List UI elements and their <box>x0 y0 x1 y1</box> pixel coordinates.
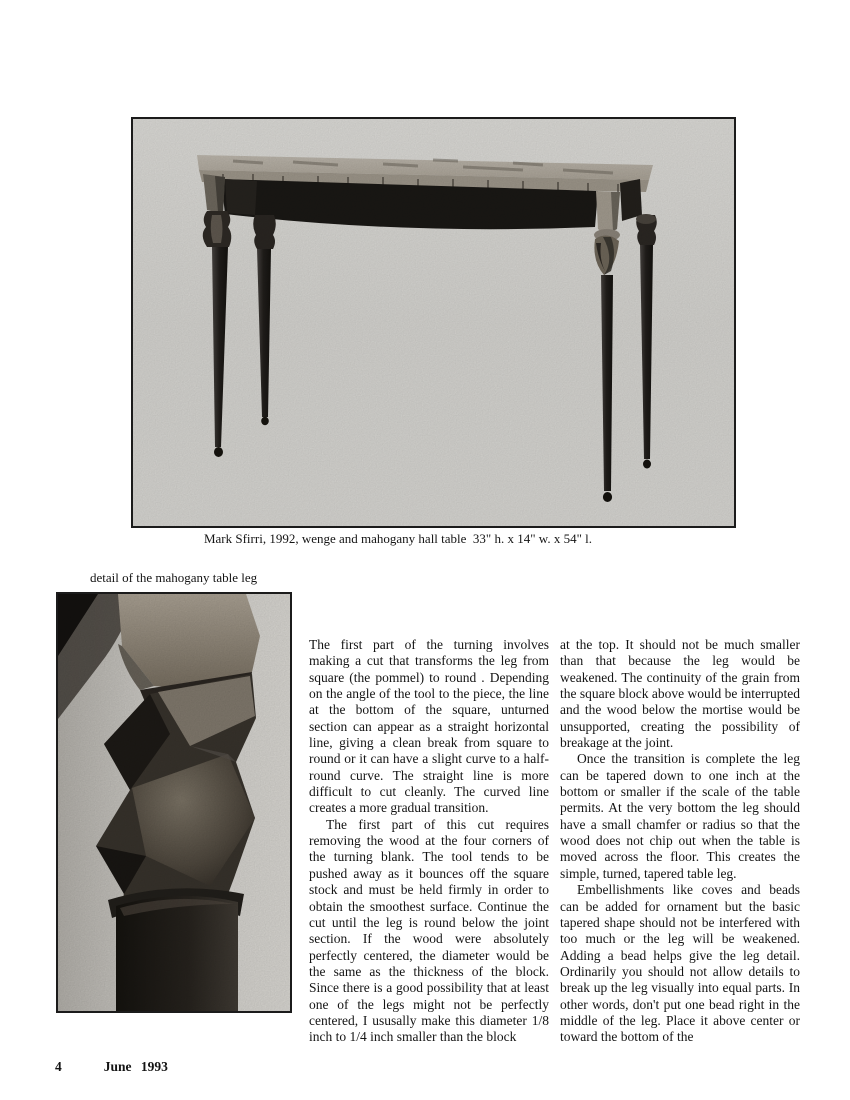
paragraph-transition-complete: Once the transition is complete the leg can be tapered down to one inch at the bottom or smaller if the scale of the table permits. At the very bottom the leg should have a small chamfer or radius so that the wood does not chip out when the table is moved across the floor. This creates the simple, turned, tapered table leg. <box>560 751 800 881</box>
leg-detail-caption: detail of the mahogany table leg <box>90 570 258 585</box>
article-column-1 <box>309 637 549 1046</box>
hall-table-photo <box>131 117 736 528</box>
paragraph-embellishments: Embellishments like coves and beads can be added for ornament but the basic tapered shape should not be interfered with too much or the leg will be weakened. Adding a bead helps give the leg detail. Ordinarily you should not allow details to break up the leg visually into equal parts. In other words, don't put one bead right in the middle of the leg. Place it above center or toward the bottom of the <box>560 882 800 1045</box>
hall-table-illustration <box>133 119 734 526</box>
page-footer <box>55 1059 168 1075</box>
paragraph-at-the-top: at the top. It should not be much smaller than that because the leg would be weakened. The continuity of the grain from the square block above would be interrupted and the wood below the mortise would be unsupported, creating the possibility of breakage at the joint. <box>560 637 800 751</box>
paragraph-cut-requires: The first part of this cut requires removing the wood at the four corners of the turning blank. The tool tends to be pushed away as it bounces off the square stock and must be held firmly in order to obtain the smoothest surface. Continue the cut until the leg is round below the joint section. If the wood were absolutely perfectly centered, the diameter would be the same as the thickness of the block. Since there is a good possibility that at least one of the legs might not be perfectly centered, I ususally make this diameter 1/8 inch to 1/4 inch smaller than the block <box>309 816 549 1045</box>
page-number: 4 <box>55 1059 62 1074</box>
leg-detail-illustration <box>58 594 290 1011</box>
leg-detail-photo <box>56 592 292 1013</box>
article-column-2 <box>560 637 800 1046</box>
hall-table-caption: Mark Sfirri, 1992, wenge and mahogany hall table 33" h. x 14" w. x 54" l. <box>203 531 593 546</box>
issue-date: June 1993 <box>103 1059 168 1074</box>
paragraph-turning-first-part: The first part of the turning involves making a cut that transforms the leg from square (the pommel) to round . Depending on the angle of the tool to the piece, the line at the bottom of the square, unturned section can appear as a straight horizontal line, giving a clean break from square to round or it can have a slight curve to a half-round curve. The straight line is more difficult to cut cleanly. The curved line creates a more gradual transition. <box>309 637 549 816</box>
